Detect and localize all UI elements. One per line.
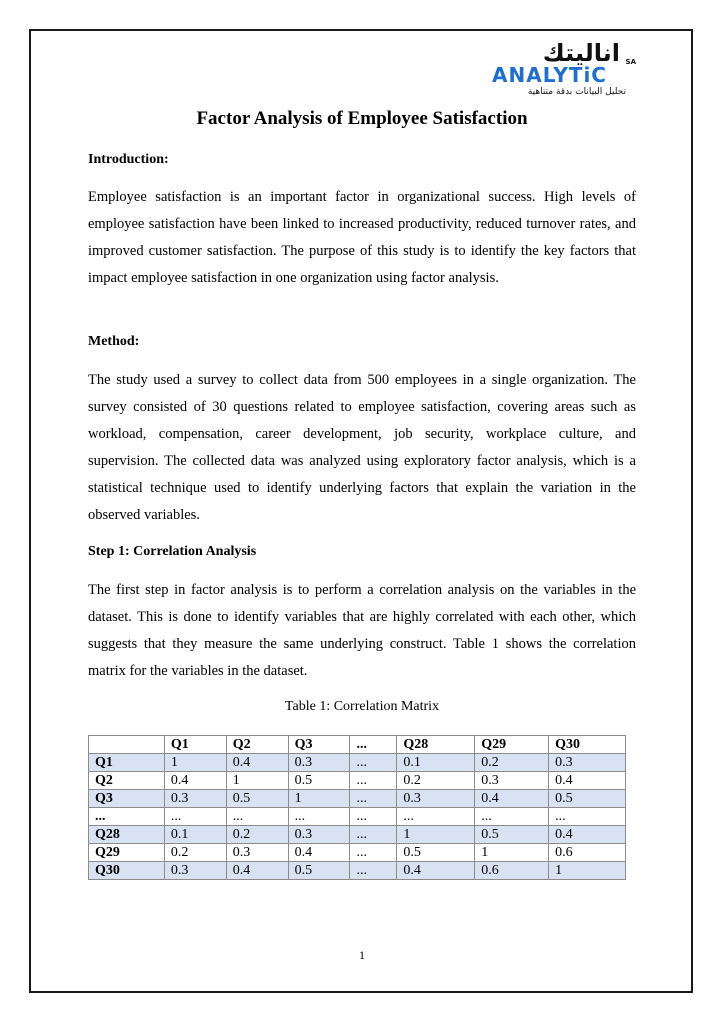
table-cell: 0.2	[475, 754, 549, 772]
table-cell: 0.3	[226, 844, 288, 862]
table-cell: 1	[226, 772, 288, 790]
introduction-paragraph: Employee satisfaction is an important factor in organizational success. High levels of employee satisfaction have been linked to increased productivity, reduced turnover rates, and improved customer satisfaction. The purpose of this study is to identify the key factors that impact employee satisfaction in one organization using factor analysis.	[88, 189, 636, 286]
table-cell: ...	[475, 808, 549, 826]
table-cell: 0.3	[288, 826, 350, 844]
logo-arabic-name: انالیتك	[542, 39, 620, 67]
table-cell: 0.3	[397, 790, 475, 808]
table-cell: 0.3	[549, 754, 626, 772]
table-cell: 0.3	[475, 772, 549, 790]
table-cell: 1	[475, 844, 549, 862]
table-cell: 1	[164, 754, 226, 772]
row-header-cell: Q28	[89, 826, 165, 844]
table-cell: ...	[350, 862, 397, 880]
table-cell: 0.4	[549, 826, 626, 844]
header-cell	[89, 736, 165, 754]
row-header-cell: Q3	[89, 790, 165, 808]
table-cell: ...	[350, 754, 397, 772]
table-cell: 0.1	[397, 754, 475, 772]
table-cell: 0.2	[226, 826, 288, 844]
header-cell: ...	[350, 736, 397, 754]
table-cell: 0.2	[397, 772, 475, 790]
analytic-logo	[490, 40, 640, 100]
table-cell: 0.2	[164, 844, 226, 862]
table-row	[89, 826, 626, 844]
row-header-cell: Q1	[89, 754, 165, 772]
logo-english-name: ANALYTiC	[492, 63, 607, 87]
table-header-row	[89, 736, 626, 754]
step1-paragraph: The first step in factor analysis is to perform a correlation analysis on the variables in the dataset. This is done to identify variables that are highly correlated with each other, which suggests that they measure the same underlying construct. Table 1 shows the correlation matrix for the variables in the dataset.	[88, 582, 636, 679]
table-cell: ...	[288, 808, 350, 826]
table-cell: 0.5	[226, 790, 288, 808]
table-cell: ...	[226, 808, 288, 826]
table-cell: 0.6	[475, 862, 549, 880]
table-cell: ...	[350, 844, 397, 862]
table-cell: 0.4	[397, 862, 475, 880]
table-cell: 0.5	[475, 826, 549, 844]
header-cell: Q1	[164, 736, 226, 754]
table-cell: 0.5	[549, 790, 626, 808]
step1-heading	[88, 544, 256, 560]
header-cell: Q29	[475, 736, 549, 754]
header-cell: Q30	[549, 736, 626, 754]
header-cell: Q28	[397, 736, 475, 754]
header-cell: Q3	[288, 736, 350, 754]
table-cell: 0.1	[164, 826, 226, 844]
table-caption: Table 1: Correlation Matrix	[284, 699, 440, 714]
method-heading: Method:	[88, 334, 140, 349]
row-header-cell: Q30	[89, 862, 165, 880]
table-cell: ...	[164, 808, 226, 826]
table-cell: 0.3	[164, 862, 226, 880]
table-cell: 1	[549, 862, 626, 880]
table-cell: 0.4	[549, 772, 626, 790]
table-cell: 0.4	[226, 754, 288, 772]
table-cell: ...	[397, 808, 475, 826]
correlation-matrix-table	[88, 735, 626, 880]
table-cell: 1	[397, 826, 475, 844]
table-cell: ...	[350, 772, 397, 790]
table-cell: 0.4	[226, 862, 288, 880]
table-cell: 0.5	[397, 844, 475, 862]
table-cell: 0.4	[475, 790, 549, 808]
table-cell: ...	[350, 826, 397, 844]
table-row	[89, 790, 626, 808]
table-cell: ...	[549, 808, 626, 826]
row-header-cell: Q29	[89, 844, 165, 862]
table-cell: 1	[288, 790, 350, 808]
step1-heading-rest: : Correlation Analysis	[124, 544, 257, 559]
table-cell: 0.5	[288, 862, 350, 880]
table-row	[89, 844, 626, 862]
row-header-cell: ...	[89, 808, 165, 826]
table-cell: 0.4	[164, 772, 226, 790]
step1-heading-bold: Step 1	[88, 544, 125, 559]
table-cell: 0.4	[288, 844, 350, 862]
table-row	[89, 772, 626, 790]
table-cell: ...	[350, 808, 397, 826]
header-cell: Q2	[226, 736, 288, 754]
logo-tagline: تحليل البيانات بدقة متناهية	[527, 87, 626, 97]
table-cell: 0.3	[288, 754, 350, 772]
table-row	[89, 754, 626, 772]
introduction-heading: Introduction:	[88, 152, 169, 167]
method-paragraph: The study used a survey to collect data from 500 employees in a single organization. The survey consisted of 30 questions related to employee satisfaction, covering areas such as workload, compensation, career development, job security, workplace culture, and supervision. The collected data was analyzed using exploratory factor analysis, which is a statistical technique used to identify underlying factors that explain the variation in the observed variables.	[88, 372, 636, 523]
table-row	[89, 862, 626, 880]
page-number: 1	[359, 948, 365, 962]
row-header-cell: Q2	[89, 772, 165, 790]
table-cell: 0.6	[549, 844, 626, 862]
table-cell: 0.3	[164, 790, 226, 808]
table-cell: 0.5	[288, 772, 350, 790]
table-cell: ...	[350, 790, 397, 808]
logo-suffix: SA	[625, 58, 636, 66]
page-title: Factor Analysis of Employee Satisfaction	[196, 108, 528, 129]
table-row	[89, 808, 626, 826]
